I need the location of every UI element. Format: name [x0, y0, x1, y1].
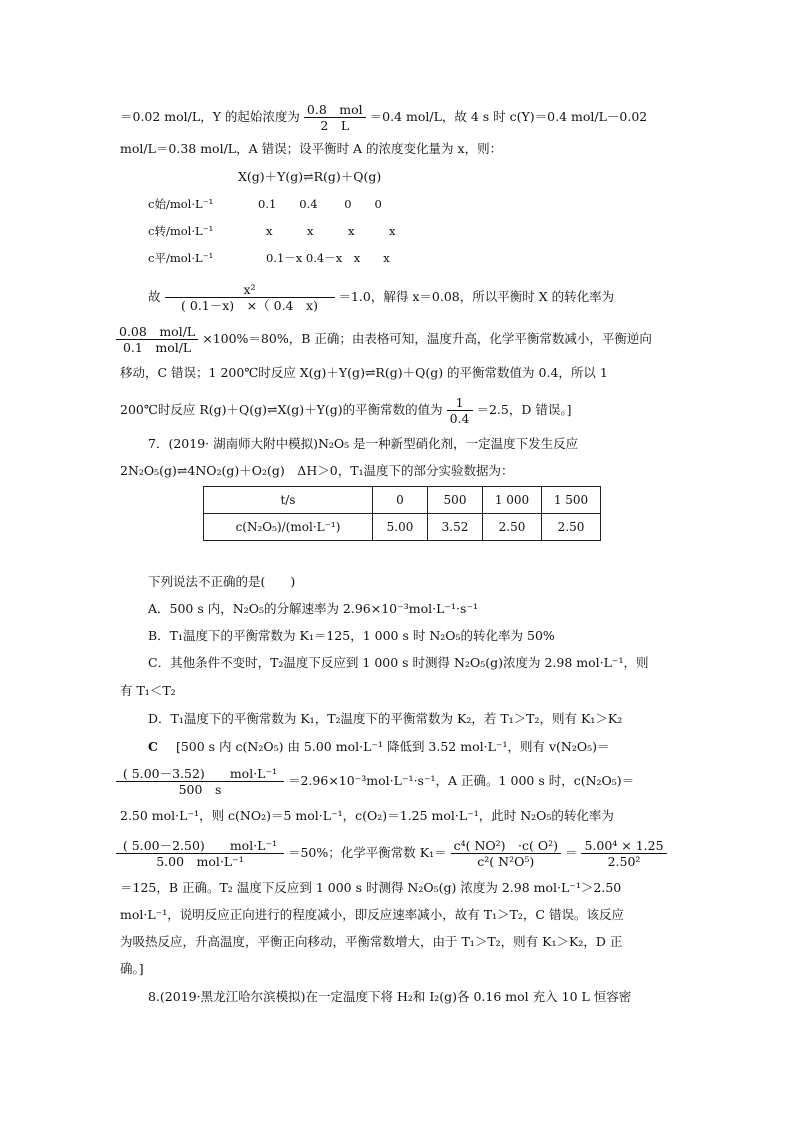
answer-line: 为吸热反应，升高温度，平衡正向移动，平衡常数增大，由于 T₁＞T₂，则有 K₁＞K₂，D 正 — [120, 934, 623, 949]
option-a: A．500 s 内，N₂O₅的分解速率为 2.96×10⁻³mol·L⁻¹·s⁻¹ — [148, 601, 479, 616]
text-fragment: 200℃时反应 R(g)＋Q(g)⇌X(g)＋Y(g)的平衡常数的值为 — [120, 402, 443, 417]
fraction-numerator: ( 5.00－3.52) mol·L⁻¹ — [116, 766, 284, 782]
text-fragment: ＝0.4 mol/L，故 4 s 时 c(Y)＝0.4 mol/L－0.02 — [369, 109, 648, 124]
text-line — [120, 102, 647, 133]
fraction-numerator: c⁴( NO²) ·c( O²) — [451, 838, 561, 854]
text-fragment: ＝1.0，解得 x＝0.08，所以平衡时 X 的转化率为 — [338, 289, 615, 304]
table-cell: 1 500 — [542, 487, 601, 514]
table-cell: 1 000 — [483, 487, 542, 514]
fraction — [304, 102, 366, 133]
table-cell: t/s — [204, 487, 373, 514]
row-values-equilibrium: 0.1－x 0.4－x x x — [266, 251, 390, 265]
option-b: B．T₁温度下的平衡常数为 K₁＝125，1 000 s 时 N₂O₅的转化率为 50% — [148, 628, 555, 643]
answer-line: ＝125，B 正确。T₂ 温度下反应到 1 000 s 时测得 N₂O₅(g) 浓度为 2.98 mol·L⁻¹＞2.50 — [120, 880, 622, 895]
answer-letter: C — [148, 739, 158, 754]
text-line — [120, 395, 572, 426]
fraction-denominator: c²( N²O⁵) — [477, 854, 535, 869]
text-line — [148, 282, 614, 313]
reaction-equation: X(g)＋Y(g)⇌R(g)＋Q(g) — [238, 169, 382, 184]
table-cell: 500 — [428, 487, 483, 514]
answer-line: 2.50 mol·L⁻¹，则 c(NO₂)＝5 mol·L⁻¹，c(O₂)＝1.25 mol·L⁻¹，此时 N₂O₅的转化率为 — [120, 808, 614, 823]
table-cell: 2.50 — [542, 514, 601, 541]
fraction — [116, 324, 198, 355]
fraction-numerator: ( 5.00－2.50) mol·L⁻¹ — [116, 838, 284, 854]
table-row — [204, 487, 601, 514]
answer-line — [116, 838, 667, 869]
answer-line — [148, 739, 610, 755]
question-7-prompt: 下列说法不正确的是( ) — [148, 574, 296, 589]
fraction — [447, 395, 473, 426]
fraction-denominator: 500 s — [178, 782, 222, 797]
text-fragment: ＝ — [564, 845, 578, 860]
table-row — [204, 514, 601, 541]
question-7-stem-line: 2N₂O₅(g)⇌4NO₂(g)＋O₂(g) ΔH＞0，T₁温度下的部分实验数据为： — [120, 463, 514, 478]
fraction-denominator: 0.1 mol/L — [122, 340, 192, 355]
row-label-change: c转/mol·L⁻¹ — [148, 224, 214, 238]
text-line — [116, 324, 652, 355]
table-cell: c(N₂O₅)/(mol·L⁻¹) — [204, 514, 373, 541]
fraction-denominator: 5.00 mol·L⁻¹ — [156, 854, 244, 869]
text-fragment: ＝2.5，D 错误。] — [476, 402, 572, 417]
row-label-start: c始/mol·L⁻¹ — [148, 197, 214, 211]
text-fragment: ×100%＝80%，B 正确；由表格可知，温度升高，化学平衡常数减小，平衡逆向 — [202, 331, 652, 346]
fraction-numerator: 0.08 mol/L — [116, 324, 198, 340]
fraction — [116, 838, 284, 869]
experiment-data-table — [203, 486, 601, 541]
answer-line: mol·L⁻¹，说明反应正向进行的程度减小，即反应速率减小，故有 T₁＞T₂，C 错误。该反应 — [120, 907, 624, 922]
row-values-change: x x x x — [266, 224, 396, 238]
fraction-denominator: 0.4 — [449, 411, 470, 426]
fraction-numerator: 1 — [447, 395, 473, 411]
option-c-cont: 有 T₁＜T₂ — [120, 683, 176, 698]
option-d: D．T₁温度下的平衡常数为 K₁，T₂温度下的平衡常数为 K₂，若 T₁＞T₂，则有 K₁＞K₂ — [148, 711, 623, 726]
question-7-stem-line: 7．(2019· 湖南师大附中模拟)N₂O₅ 是一种新型硝化剂，一定温度下发生反应 — [148, 436, 579, 451]
text-fragment: 故 — [148, 289, 161, 304]
table-cell: 3.52 — [428, 514, 483, 541]
fraction — [116, 766, 284, 797]
fraction — [451, 838, 561, 869]
fraction-numerator: x² — [165, 282, 335, 298]
table-cell: 0 — [373, 487, 428, 514]
fraction-denominator: 2 L — [320, 118, 350, 133]
text-fragment: ＝50%；化学平衡常数 K₁＝ — [287, 845, 447, 860]
fraction-denominator: ( 0.1－x) ×（ 0.4 x) — [181, 298, 318, 313]
fraction — [165, 282, 335, 313]
table-cell: 5.00 — [373, 514, 428, 541]
fraction-denominator: 2.50² — [607, 854, 641, 869]
text-line: mol/L＝0.38 mol/L，A 错误；设平衡时 A 的浓度变化量为 x，则： — [120, 141, 503, 156]
text-fragment: ＝0.02 mol/L，Y 的起始浓度为 — [120, 109, 300, 124]
option-c: C．其他条件不变时，T₂温度下反应到 1 000 s 时测得 N₂O₅(g)浓度为 2.98 mol·L⁻¹，则 — [148, 655, 649, 670]
fraction — [581, 838, 666, 869]
question-8-stem-line: 8.(2019·黑龙江哈尔滨模拟)在一定温度下将 H₂和 I₂(g)各 0.16 mol 充入 10 L 恒容密 — [148, 989, 632, 1004]
fraction-numerator: 5.00⁴ × 1.25 — [581, 838, 666, 854]
row-label-equilibrium: c平/mol·L⁻¹ — [148, 251, 214, 265]
table-cell: 2.50 — [483, 514, 542, 541]
answer-line: 确。] — [120, 961, 144, 976]
text-fragment: ＝2.96×10⁻³mol·L⁻¹·s⁻¹，A 正确。1 000 s 时，c(N₂O₅)＝ — [287, 773, 635, 788]
text-fragment: [500 s 内 c(N₂O₅) 由 5.00 mol·L⁻¹ 降低到 3.52 mol·L⁻¹，则有 v(N₂O₅)＝ — [175, 739, 610, 754]
answer-line — [116, 766, 634, 797]
row-values-start: 0.1 0.4 0 0 — [258, 197, 382, 211]
text-line: 移动，C 错误；1 200℃时反应 X(g)＋Y(g)⇌R(g)＋Q(g) 的平衡常数值为 0.4，所以 1 — [120, 365, 608, 380]
fraction-numerator: 0.8 mol — [304, 102, 366, 118]
